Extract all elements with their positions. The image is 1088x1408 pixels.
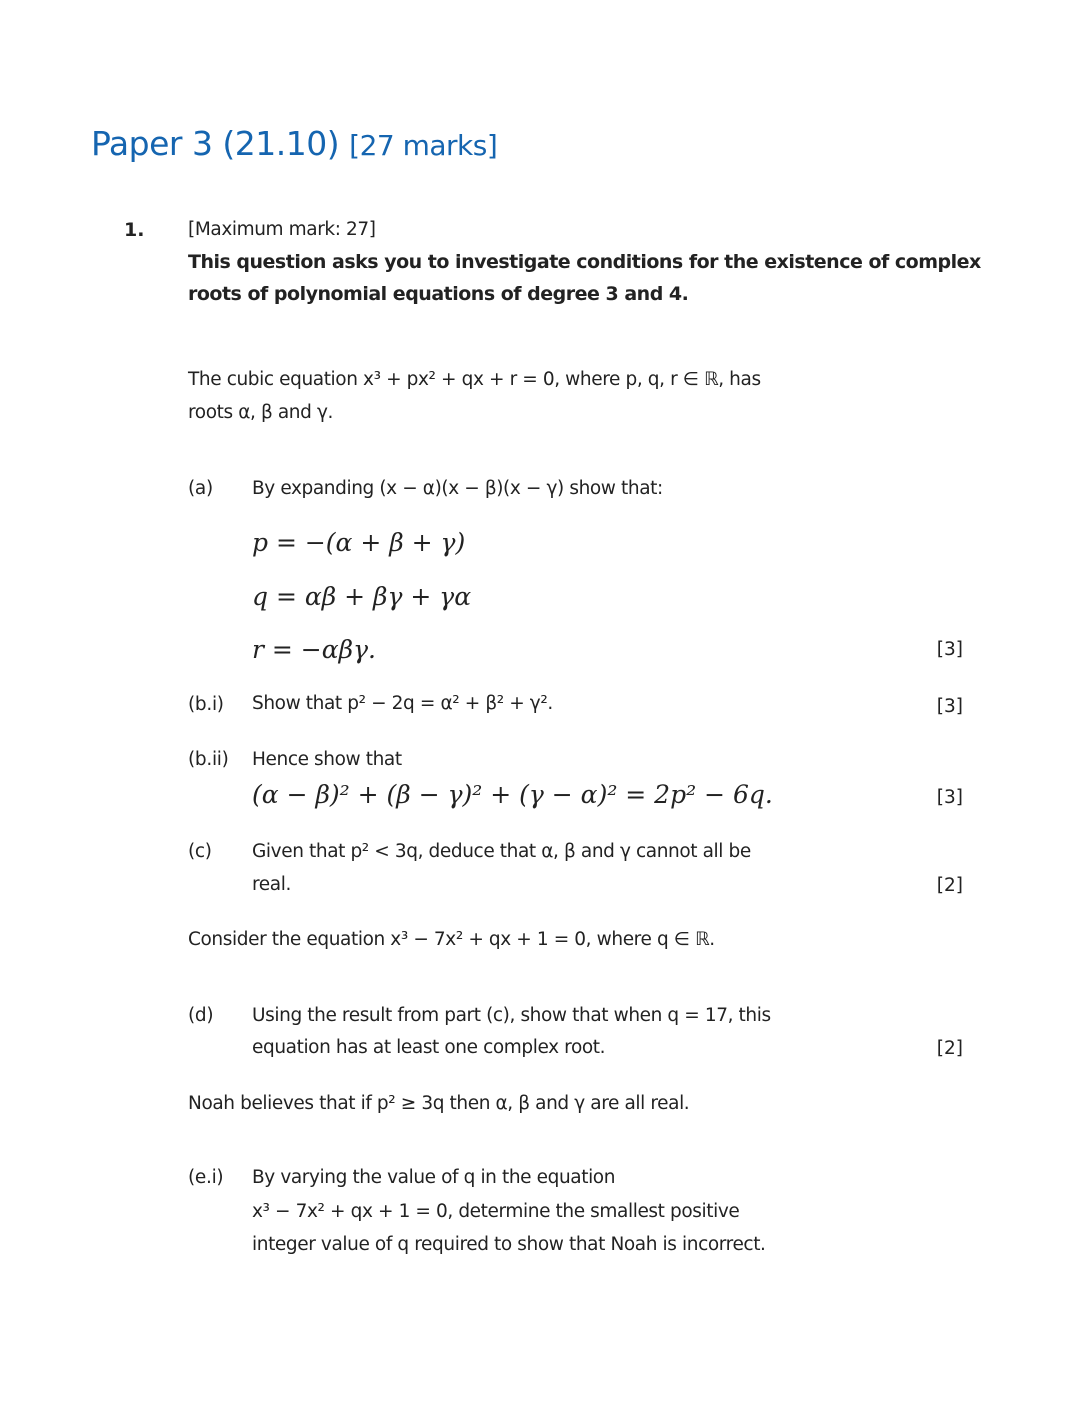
- maximum-mark: [Maximum mark: 27]: [188, 219, 376, 240]
- part-bii-label: (b.ii): [188, 749, 229, 770]
- part-a-equation-p: p = −(α + β + γ): [252, 528, 466, 557]
- part-c-marks: [2]: [936, 875, 963, 896]
- part-bii-marks: [3]: [936, 787, 963, 808]
- part-a-label: (a): [188, 478, 213, 499]
- intro-line-1: This question asks you to investigate conditions for the existence of complex: [188, 251, 981, 273]
- part-d-label: (d): [188, 1005, 214, 1026]
- paper-title: Paper 3 (21.10): [91, 124, 340, 163]
- part-bi-marks: [3]: [936, 696, 963, 717]
- part-d-marks: [2]: [936, 1038, 963, 1059]
- part-bi-text: Show that p² − 2q = α² + β² + γ².: [252, 693, 553, 714]
- stem-line-2: roots α, β and γ.: [188, 402, 333, 423]
- part-c-label: (c): [188, 841, 212, 862]
- part-a-equation-q: q = αβ + βγ + γα: [252, 582, 472, 611]
- part-d-line-1: Using the result from part (c), show that when q = 17, this: [252, 1005, 771, 1026]
- part-c-line-1: Given that p² < 3q, deduce that α, β and γ cannot all be: [252, 841, 751, 862]
- consider-equation: Consider the equation x³ − 7x² + qx + 1 = 0, where q ∈ ℝ.: [188, 929, 715, 950]
- part-d-line-2: equation has at least one complex root.: [252, 1037, 606, 1058]
- part-bii-text: Hence show that: [252, 749, 402, 770]
- intro-line-2: roots of polynomial equations of degree 3 and 4.: [188, 283, 689, 305]
- question-number: 1.: [124, 219, 145, 241]
- part-bii-equation: (α − β)² + (β − γ)² + (γ − α)² = 2p² − 6q.: [252, 780, 773, 809]
- page-title: [91, 124, 497, 163]
- paper-marks: [27 marks]: [349, 129, 498, 162]
- part-a-text: By expanding (x − α)(x − β)(x − γ) show that:: [252, 478, 663, 499]
- part-ei-line-1: By varying the value of q in the equation: [252, 1167, 616, 1188]
- part-a-marks: [3]: [936, 639, 963, 660]
- stem-line-1: The cubic equation x³ + px² + qx + r = 0, where p, q, r ∈ ℝ, has: [188, 369, 761, 390]
- part-ei-line-3: integer value of q required to show that Noah is incorrect.: [252, 1234, 766, 1255]
- noah-statement: Noah believes that if p² ≥ 3q then α, β and γ are all real.: [188, 1093, 690, 1114]
- part-bi-label: (b.i): [188, 694, 224, 715]
- part-ei-label: (e.i): [188, 1167, 224, 1188]
- part-ei-line-2: x³ − 7x² + qx + 1 = 0, determine the smallest positive: [252, 1201, 740, 1222]
- part-a-equation-r: r = −αβγ.: [252, 635, 376, 664]
- part-c-line-2: real.: [252, 874, 291, 895]
